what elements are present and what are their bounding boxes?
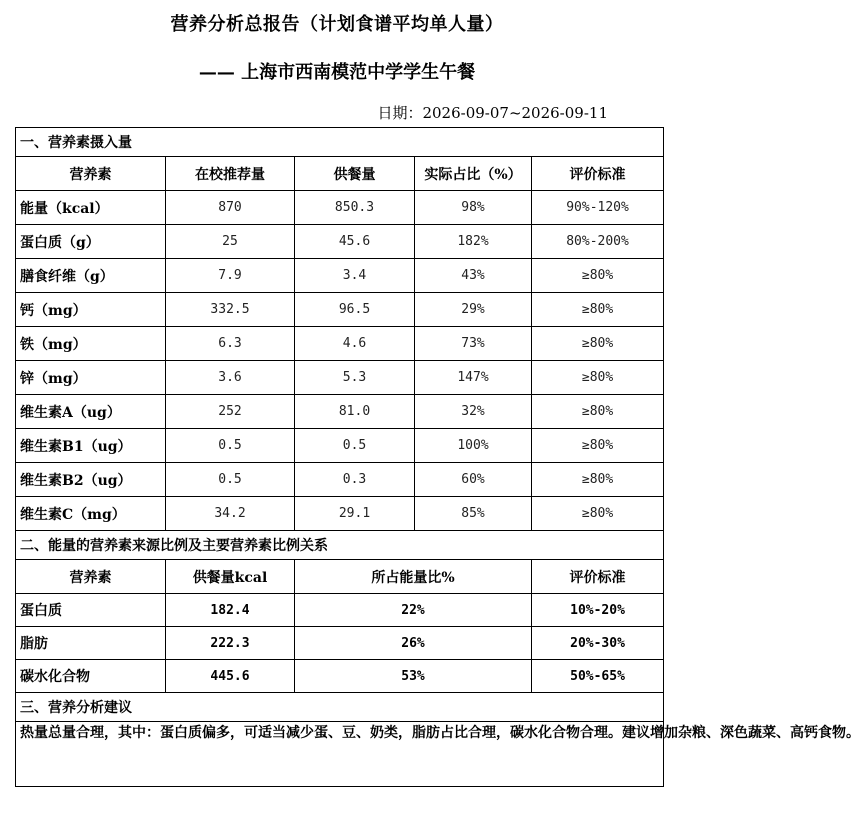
ratio-value: 43% — [415, 259, 532, 293]
ratio-value: 98% — [415, 191, 532, 225]
nutrient-name: 脂肪 — [16, 627, 166, 660]
nutrient-name: 锌（mg） — [16, 361, 166, 395]
nutrient-name: 钙（mg） — [16, 293, 166, 327]
standard-value: 20%-30% — [532, 627, 664, 660]
table-row — [16, 463, 664, 497]
nutrient-name: 蛋白质（g） — [16, 225, 166, 259]
nutrient-name: 维生素A（ug） — [16, 395, 166, 429]
recommended-value: 7.9 — [166, 259, 295, 293]
energy-ratio: 26% — [295, 627, 532, 660]
supplied-kcal: 182.4 — [166, 594, 295, 627]
ratio-value: 100% — [415, 429, 532, 463]
ratio-value: 60% — [415, 463, 532, 497]
ratio-value: 147% — [415, 361, 532, 395]
supplied-value: 45.6 — [295, 225, 415, 259]
nutrient-name: 维生素B1（ug） — [16, 429, 166, 463]
date-value: 2026-09-07~2026-09-11 — [422, 104, 608, 122]
standard-value: ≥80% — [532, 463, 664, 497]
nutrient-name: 膳食纤维（g） — [16, 259, 166, 293]
ratio-value: 85% — [415, 497, 532, 531]
date-label: 日期： — [377, 104, 423, 122]
supplied-value: 5.3 — [295, 361, 415, 395]
standard-value: 90%-120% — [532, 191, 664, 225]
s2-col-nutrient: 营养素 — [16, 560, 166, 594]
section3-title: 三、营养分析建议 — [16, 693, 664, 722]
nutrient-name: 蛋白质 — [16, 594, 166, 627]
recommended-value: 332.5 — [166, 293, 295, 327]
table-row — [16, 225, 664, 259]
section1-header-row — [16, 128, 664, 157]
energy-ratio: 53% — [295, 660, 532, 693]
advice-text: 热量总量合理，其中：蛋白质偏多，可适当减少蛋、豆、奶类，脂肪占比合理，碳水化合物合理。建议增加杂粮、深色蔬菜、高钙食物。 — [16, 722, 664, 787]
section1-title: 一、营养素摄入量 — [16, 128, 664, 157]
standard-value: ≥80% — [532, 327, 664, 361]
table-row — [16, 361, 664, 395]
recommended-value: 25 — [166, 225, 295, 259]
recommended-value: 3.6 — [166, 361, 295, 395]
energy-ratio: 22% — [295, 594, 532, 627]
standard-value: 80%-200% — [532, 225, 664, 259]
supplied-value: 3.4 — [295, 259, 415, 293]
supplied-value: 29.1 — [295, 497, 415, 531]
recommended-value: 870 — [166, 191, 295, 225]
report-title: 营养分析总报告（计划食谱平均单人量） — [170, 14, 504, 35]
date-range — [377, 102, 608, 123]
s1-col-nutrient: 营养素 — [16, 157, 166, 191]
standard-value: ≥80% — [532, 361, 664, 395]
standard-value: 10%-20% — [532, 594, 664, 627]
table-row — [16, 627, 664, 660]
nutrient-name: 碳水化合物 — [16, 660, 166, 693]
recommended-value: 252 — [166, 395, 295, 429]
standard-value: ≥80% — [532, 259, 664, 293]
table-row — [16, 327, 664, 361]
section2-column-header-row — [16, 560, 664, 594]
table-row — [16, 259, 664, 293]
ratio-value: 29% — [415, 293, 532, 327]
section2-title: 二、能量的营养素来源比例及主要营养素比例关系 — [16, 531, 664, 560]
section3-header-row — [16, 693, 664, 722]
section2-header-row — [16, 531, 664, 560]
standard-value: ≥80% — [532, 497, 664, 531]
supplied-value: 850.3 — [295, 191, 415, 225]
s1-col-standard: 评价标准 — [532, 157, 664, 191]
supplied-value: 4.6 — [295, 327, 415, 361]
table-row — [16, 660, 664, 693]
section1-column-header-row — [16, 157, 664, 191]
supplied-value: 81.0 — [295, 395, 415, 429]
recommended-value: 0.5 — [166, 463, 295, 497]
standard-value: ≥80% — [532, 395, 664, 429]
supplied-kcal: 445.6 — [166, 660, 295, 693]
standard-value: 50%-65% — [532, 660, 664, 693]
nutrient-name: 维生素C（mg） — [16, 497, 166, 531]
table-row — [16, 429, 664, 463]
advice-row — [16, 722, 664, 787]
recommended-value: 6.3 — [166, 327, 295, 361]
s2-col-supplied-kcal: 供餐量kcal — [166, 560, 295, 594]
supplied-value: 96.5 — [295, 293, 415, 327]
table-row — [16, 293, 664, 327]
ratio-value: 182% — [415, 225, 532, 259]
s1-col-recommended: 在校推荐量 — [166, 157, 295, 191]
s1-col-ratio: 实际占比（%） — [415, 157, 532, 191]
nutrition-report-table — [15, 127, 860, 787]
s2-col-energy-ratio: 所占能量比% — [295, 560, 532, 594]
standard-value: ≥80% — [532, 429, 664, 463]
standard-value: ≥80% — [532, 293, 664, 327]
recommended-value: 34.2 — [166, 497, 295, 531]
ratio-value: 32% — [415, 395, 532, 429]
table-row — [16, 497, 664, 531]
table-row — [16, 594, 664, 627]
supplied-value: 0.3 — [295, 463, 415, 497]
s2-col-standard: 评价标准 — [532, 560, 664, 594]
table-row — [16, 395, 664, 429]
table-row — [16, 191, 664, 225]
nutrient-name: 能量（kcal） — [16, 191, 166, 225]
ratio-value: 73% — [415, 327, 532, 361]
supplied-value: 0.5 — [295, 429, 415, 463]
report-subtitle: —— 上海市西南模范中学学生午餐 — [198, 62, 476, 83]
supplied-kcal: 222.3 — [166, 627, 295, 660]
recommended-value: 0.5 — [166, 429, 295, 463]
nutrient-name: 铁（mg） — [16, 327, 166, 361]
s1-col-supplied: 供餐量 — [295, 157, 415, 191]
nutrient-name: 维生素B2（ug） — [16, 463, 166, 497]
